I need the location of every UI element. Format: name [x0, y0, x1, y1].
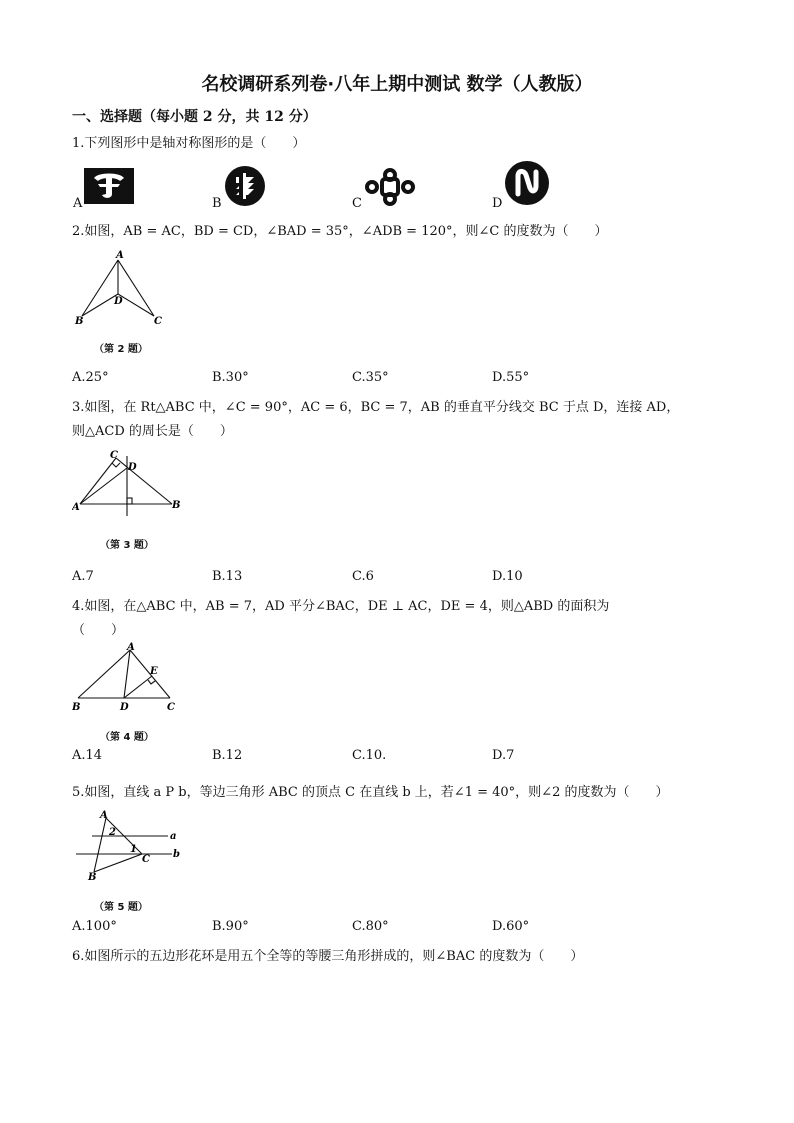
q4-option-d: D.7 — [492, 748, 515, 763]
question-1-stem: 1.下列图形中是轴对称图形的是（ ） — [72, 136, 306, 151]
question-4-stem-line2: （ ） — [72, 623, 125, 638]
q5-label-line-b: b — [173, 849, 180, 860]
q2-option-a: A.25° — [72, 370, 109, 385]
q5-option-c: C.80° — [352, 919, 389, 934]
q2-option-c: C.35° — [352, 370, 389, 385]
page-title: 名校调研系列卷·八年上期中测试 数学（人教版） — [201, 74, 593, 95]
q4-option-c: C.10. — [352, 748, 387, 763]
question-5-stem: 5.如图，直线 a P b，等边三角形 ABC 的顶点 C 在直线 b 上，若∠1 = 40°，则∠2 的度数为（ ） — [72, 785, 669, 800]
q3-label-b: B — [172, 500, 181, 511]
q5-label-a: A — [100, 810, 108, 821]
q3-option-c: C.6 — [352, 569, 374, 584]
q1-option-b: B — [212, 196, 222, 211]
question-3-stem-line1: 3.如图，在 Rt△ABC 中，∠C = 90°，AC = 6，BC = 7，AB 的垂直平分线交 BC 于点 D，连接 AD， — [72, 400, 680, 415]
q2-option-b: B.30° — [212, 370, 249, 385]
q3-label-c: C — [110, 450, 118, 461]
question-6-stem: 6.如图所示的五边形花环是用五个全等的等腰三角形拼成的，则∠BAC 的度数为（ ） — [72, 949, 584, 964]
q4-label-a: A — [127, 642, 135, 653]
q4-label-c: C — [167, 702, 175, 713]
q4-option-a: A.14 — [72, 748, 103, 763]
q3-option-b: B.13 — [212, 569, 243, 584]
q3-label-a: A — [72, 502, 80, 513]
q3-caption: （第 3 题） — [100, 540, 154, 551]
q4-figure — [72, 640, 182, 714]
q5-option-b: B.90° — [212, 919, 249, 934]
n-logo-icon — [504, 160, 550, 206]
question-2-stem: 2.如图，AB = AC，BD = CD，∠BAD = 35°，∠ADB = 120°，则∠C 的度数为（ ） — [72, 224, 608, 239]
q4-caption: （第 4 题） — [100, 732, 154, 743]
q1-option-d: D — [492, 196, 503, 211]
q4-option-b: B.12 — [212, 748, 243, 763]
q3-option-a: A.7 — [72, 569, 94, 584]
q4-label-e: E — [150, 666, 158, 677]
question-4-stem-line1: 4.如图，在△ABC 中，AB = 7，AD 平分∠BAC，DE ⊥ AC，DE = 4，则△ABD 的面积为 — [72, 599, 610, 614]
q1-option-a: A — [73, 196, 83, 211]
question-3-stem-line2: 则△ACD 的周长是（ ） — [72, 424, 233, 439]
china-unicom-knot-icon — [364, 167, 416, 207]
q3-label-d: D — [128, 462, 137, 473]
q2-label-d: D — [114, 296, 123, 307]
q4-label-b: B — [72, 702, 81, 713]
q5-figure — [72, 808, 184, 884]
q4-label-d: D — [120, 702, 129, 713]
q2-label-b: B — [75, 316, 84, 327]
q5-caption: （第 5 题） — [94, 902, 148, 913]
railway-logo-icon — [224, 165, 266, 207]
q5-option-a: A.100° — [72, 919, 117, 934]
q2-caption: （第 2 题） — [94, 344, 148, 355]
q5-label-c: C — [142, 854, 150, 865]
q5-label-line-a: a — [170, 831, 177, 842]
q5-option-d: D.60° — [492, 919, 530, 934]
section-heading: 一、选择题（每小题 2 分，共 12 分） — [72, 109, 317, 125]
q1-option-c: C — [352, 196, 362, 211]
q5-label-b: B — [88, 872, 97, 883]
q2-label-a: A — [116, 250, 124, 261]
q3-figure — [72, 446, 184, 526]
q2-option-d: D.55° — [492, 370, 530, 385]
q3-option-d: D.10 — [492, 569, 523, 584]
q5-label-2: 2 — [109, 827, 116, 838]
q2-label-c: C — [154, 316, 162, 327]
china-telecom-logo-icon — [84, 168, 134, 204]
q5-label-1: 1 — [130, 844, 137, 855]
